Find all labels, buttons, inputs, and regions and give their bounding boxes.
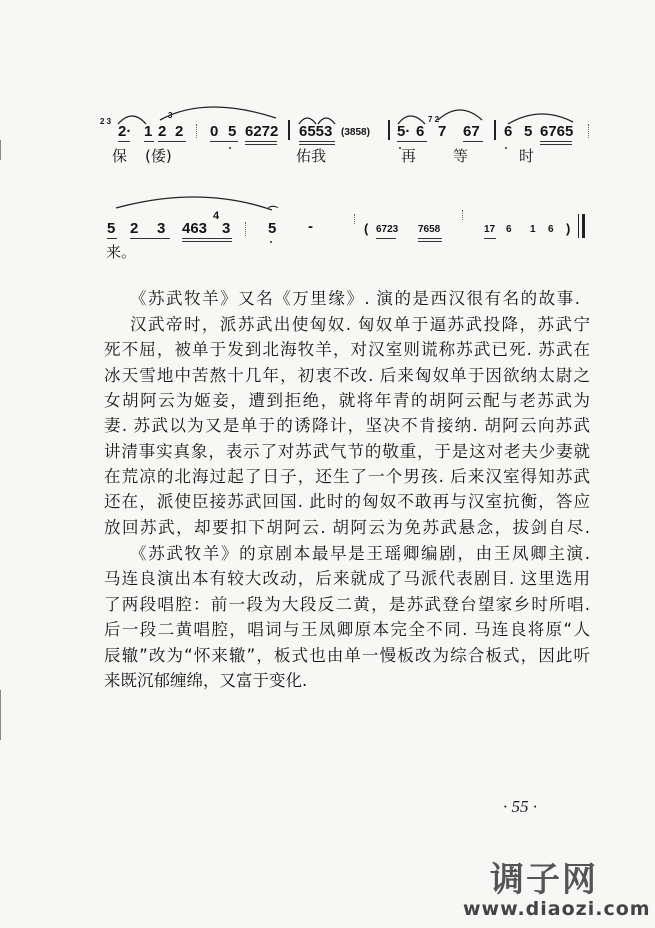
text-line: 辰辙”改为“怀来辙”，板式也由单一慢板改为综合板式，因此听 xyxy=(104,646,590,665)
text-line: 后一段二黄唱腔，唱词与王凤卿原本完全不同. 马连良将原“人 xyxy=(104,620,590,639)
note: 5· xyxy=(397,123,411,140)
note: 5 xyxy=(268,220,277,237)
lyric: 佑我 xyxy=(296,147,327,165)
dotted-barline xyxy=(354,214,356,224)
underline xyxy=(376,238,396,239)
note: 3 xyxy=(157,220,166,237)
grace-note: 3 xyxy=(168,111,173,120)
lyric: 保 xyxy=(112,147,128,165)
dotted-barline xyxy=(588,124,590,138)
barline xyxy=(288,120,290,140)
note: 17 xyxy=(484,224,496,235)
lyric: (倭) xyxy=(145,147,172,165)
text-line: 妻. 苏武以为又是单于的诱降计，坚决不肯接纳. 胡阿云向苏武 xyxy=(104,416,590,435)
underline xyxy=(107,238,117,239)
text-line: 汉武帝时，派苏武出使匈奴. 匈奴单于逼苏武投降，苏武宁 xyxy=(130,315,590,334)
watermark-title: 调子网 xyxy=(490,860,598,900)
note: 1 xyxy=(144,123,153,140)
underline xyxy=(245,141,277,142)
text-line: 《苏武牧羊》又名《万里缘》. 演的是西汉很有名的故事. xyxy=(130,289,580,308)
text-line: 了两段唱腔：前一段为大段反二黄，是苏武登台望家乡时所唱. xyxy=(104,595,590,614)
note: 6 xyxy=(548,224,554,235)
note: (3858) xyxy=(341,127,370,138)
note: 7658 xyxy=(418,224,441,235)
double-barline-thin xyxy=(578,214,579,238)
text-line: 还在，派使臣接苏武回国. 此时的匈奴不敢再与汉室抗衡，答应 xyxy=(104,492,590,511)
note: 5 xyxy=(107,220,116,237)
lyric: 再 xyxy=(401,147,417,165)
dash: - xyxy=(308,218,313,235)
paren: ( xyxy=(364,221,369,236)
lyric: 时 xyxy=(519,147,535,165)
grace-note: 2 3 xyxy=(100,117,112,126)
underline xyxy=(484,238,496,239)
low-octave-dot xyxy=(505,147,507,149)
lyric: 来。 xyxy=(106,243,137,261)
note: 6 xyxy=(504,123,513,140)
fermata: ⌒ xyxy=(268,207,278,218)
underline xyxy=(245,144,277,145)
underline xyxy=(299,144,335,145)
note: 5 xyxy=(228,123,237,140)
text-line: 死不屈，被单于发到北海牧羊，对汉室则谎称苏武已死. 苏武在 xyxy=(104,340,590,359)
barline xyxy=(494,120,496,140)
low-octave-dot xyxy=(229,147,231,149)
text-line: 女胡阿云为姬妾，遭到拒绝，就将年青的胡阿云配与老苏武为 xyxy=(104,391,590,410)
note: 7 xyxy=(438,123,447,140)
note: 2· xyxy=(118,123,132,140)
note: 2 xyxy=(130,220,139,237)
underline xyxy=(418,241,442,242)
page-number: · 55 · xyxy=(503,797,537,816)
underline xyxy=(540,144,572,145)
note: 2 xyxy=(175,123,184,140)
watermark-url: www.diaozi.com xyxy=(463,898,651,920)
scan-edge-mark xyxy=(0,690,1,740)
underline xyxy=(158,141,186,142)
note: 67 xyxy=(463,123,480,140)
dotted-barline xyxy=(462,210,464,220)
scan-edge-mark xyxy=(0,140,1,160)
underline xyxy=(397,141,427,142)
grace-note: 4 xyxy=(213,210,220,222)
note: 6553 xyxy=(299,123,333,140)
dotted-barline xyxy=(245,222,247,236)
double-barline-thick xyxy=(582,214,585,238)
paren: ) xyxy=(566,221,571,236)
note: 0 xyxy=(210,123,219,140)
note: 6723 xyxy=(376,224,399,235)
barline xyxy=(388,120,390,140)
lyric: 等 xyxy=(453,147,469,165)
slur-marks xyxy=(0,0,655,300)
text-line: 在荒凉的北海过起了日子，还生了一个男孩. 后来汉室得知苏武 xyxy=(104,467,590,486)
text-line: 马连良演出本有较大改动，后来就成了马派代表剧目. 这里选用 xyxy=(104,569,590,588)
note: 2 xyxy=(158,123,167,140)
note: 3 xyxy=(222,220,231,237)
note: 6 xyxy=(506,224,512,235)
text-line: 《苏武牧羊》的京剧本最早是王瑶卿编剧，由王凤卿主演. xyxy=(130,544,590,563)
note: 5 xyxy=(524,123,533,140)
text-line: 讲清事实真象，表示了对苏武气节的敬重，于是这对老夫少妻就 xyxy=(104,442,590,461)
note: 1 xyxy=(530,224,536,235)
note: 6 xyxy=(416,123,425,140)
underline xyxy=(144,141,154,142)
note: 6765 xyxy=(540,123,574,140)
underline xyxy=(182,241,232,242)
low-octave-dot xyxy=(270,241,272,243)
underline xyxy=(118,141,130,142)
note: 463 xyxy=(182,220,208,237)
underline xyxy=(182,238,232,239)
text-line: 冰天雪地中苦熬十几年，初衷不改. 后来匈奴单于因欲纳太尉之 xyxy=(104,366,590,385)
underline xyxy=(463,141,483,142)
underline xyxy=(299,141,335,142)
underline xyxy=(130,238,170,239)
underline xyxy=(418,238,442,239)
text-line: 放回苏武，却要扣下胡阿云. 胡阿云为免苏武悬念，拔剑自尽. xyxy=(104,518,590,537)
underline xyxy=(210,141,238,142)
text-line: 来既沉郁缠绵，又富于变化. xyxy=(104,671,308,690)
note: 6272 xyxy=(245,123,279,140)
dotted-barline xyxy=(196,124,198,138)
grace-note: 7 2 xyxy=(428,115,440,124)
underline xyxy=(540,141,572,142)
